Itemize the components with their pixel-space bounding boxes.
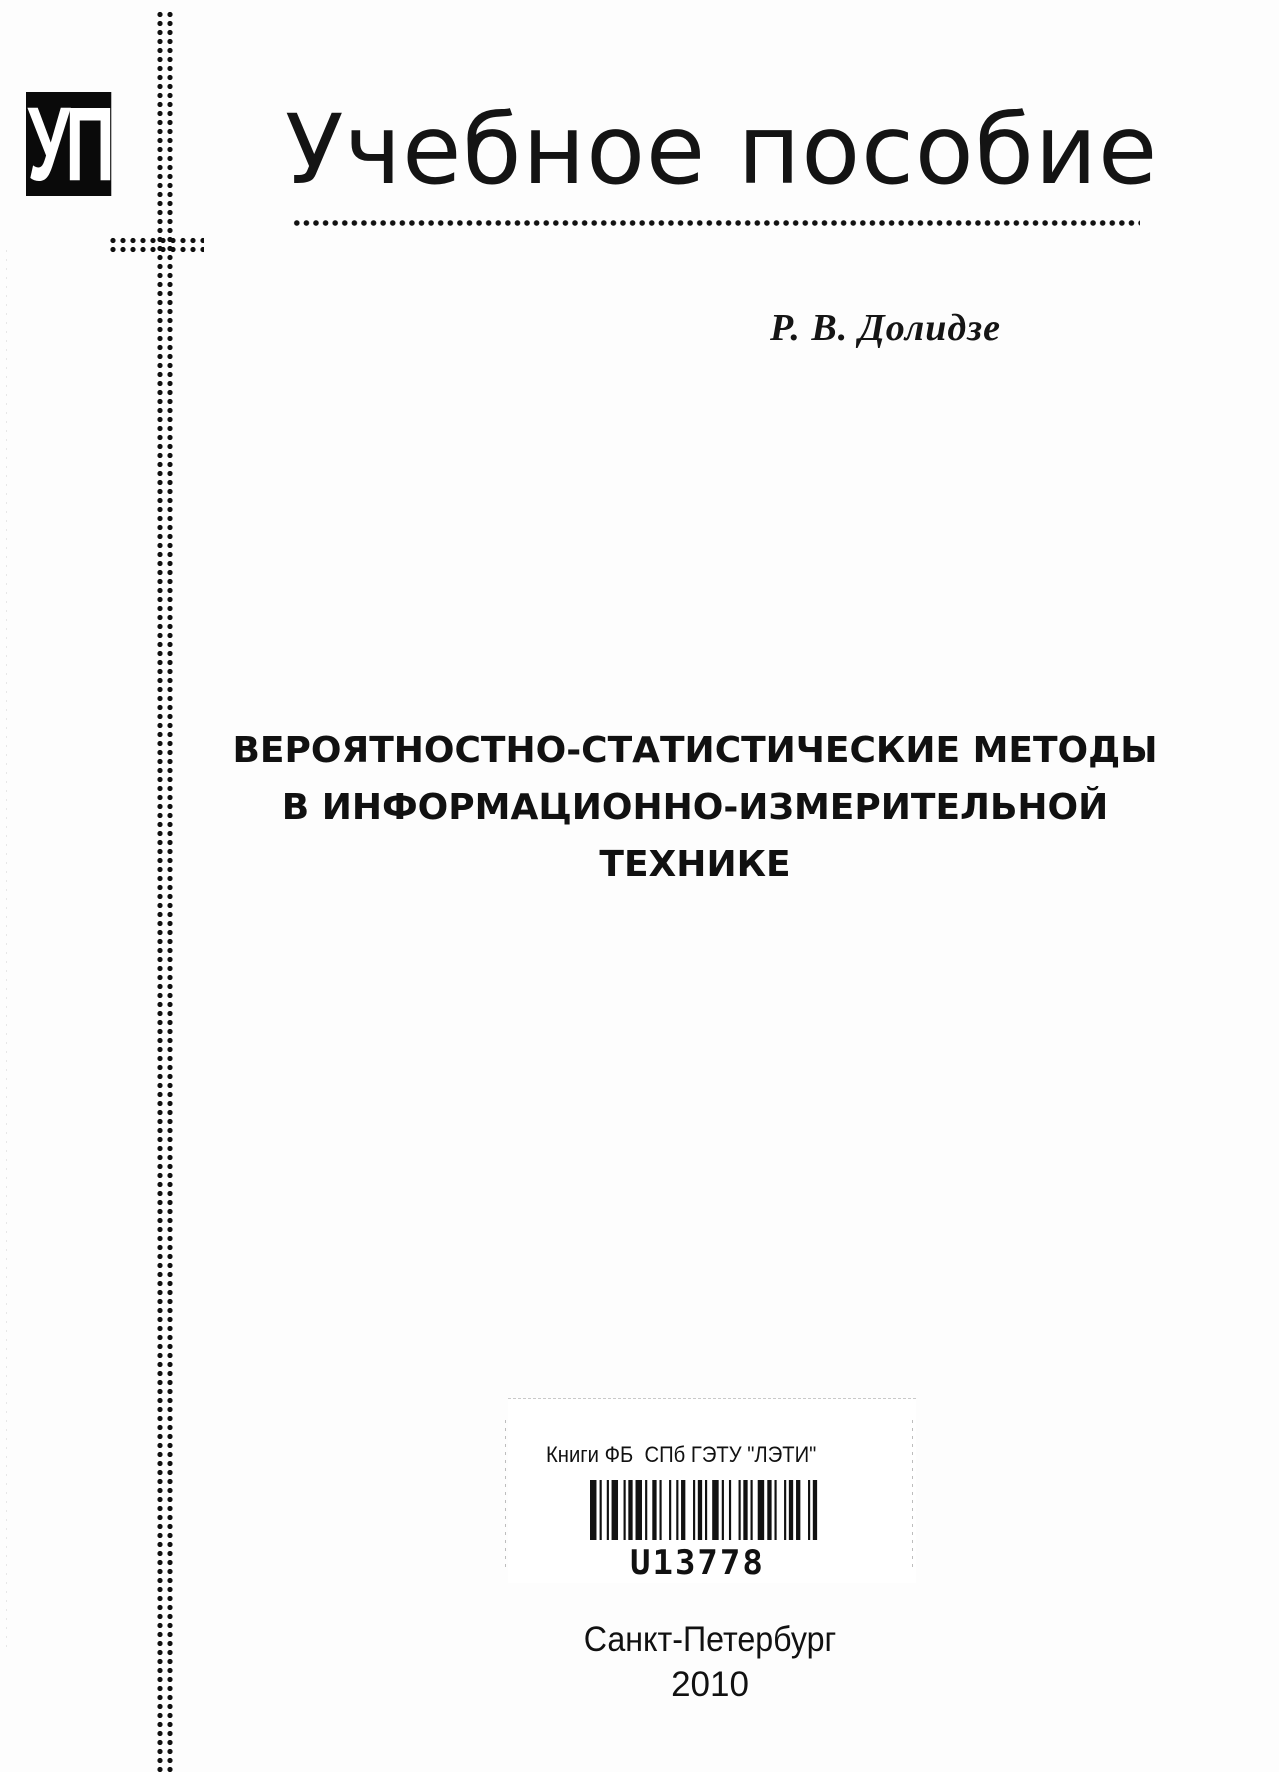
book-title-line-1: ВЕРОЯТНОСТНО-СТАТИСТИЧЕСКИЕ МЕТОДЫ: [232, 730, 1158, 771]
barcode-bar: [645, 1480, 647, 1540]
barcode-bar: [784, 1480, 786, 1540]
barcode-bar: [659, 1480, 661, 1540]
dotted-vertical-rule: [155, 10, 175, 1772]
barcode-bar: [751, 1480, 753, 1540]
barcode-bar: [669, 1480, 671, 1540]
series-title-dotted-underline: [292, 218, 1140, 228]
book-title-line-2: В ИНФОРМАЦИОННО-ИЗМЕРИТЕЛЬНОЙ: [281, 787, 1109, 828]
logo-text: УП: [27, 84, 110, 203]
barcode-bar: [681, 1480, 685, 1540]
dotted-cross-rule: [108, 236, 204, 254]
barcode-icon: [590, 1480, 820, 1540]
barcode-bar: [739, 1480, 741, 1540]
barcode-bar: [705, 1480, 707, 1540]
barcode-bar: [729, 1480, 731, 1540]
barcode-bar: [767, 1480, 771, 1540]
barcode-bar: [612, 1480, 618, 1540]
barcode-bar: [628, 1480, 632, 1540]
publisher-logo: [26, 84, 111, 203]
barcode-bar: [590, 1480, 596, 1540]
sticker-right-edge: [912, 1420, 913, 1570]
barcode-bar: [789, 1480, 793, 1540]
imprint-city: Санкт-Петербург: [583, 1620, 837, 1659]
barcode-bar: [743, 1480, 747, 1540]
barcode-bar: [813, 1480, 817, 1540]
barcode-bar: [808, 1480, 810, 1540]
barcode-bar: [796, 1480, 800, 1540]
library-sticker-label: Книги ФБ СПб ГЭТУ "ЛЭТИ": [546, 1442, 817, 1467]
barcode-bar: [693, 1480, 695, 1540]
barcode-bar: [652, 1480, 656, 1540]
book-title: [220, 722, 1170, 893]
imprint-year: 2010: [671, 1665, 749, 1704]
barcode-bar: [600, 1480, 602, 1540]
barcode-bar: [698, 1480, 702, 1540]
author-name: Р. В. Долидзе: [770, 307, 1001, 349]
barcode-bar: [758, 1480, 764, 1540]
barcode-bar: [712, 1480, 718, 1540]
barcode-bar: [676, 1480, 678, 1540]
barcode-bar: [607, 1480, 609, 1540]
barcode-number: U13778: [630, 1543, 765, 1583]
series-title: Учебное пособие: [285, 94, 1159, 206]
barcode-bar: [636, 1480, 642, 1540]
barcode-bar: [774, 1480, 776, 1540]
barcode-bar: [624, 1480, 626, 1540]
book-title-line-3: ТЕХНИКЕ: [599, 844, 791, 885]
sticker-left-edge: [505, 1420, 506, 1570]
scan-fold-line: [6, 250, 7, 1650]
barcode-bar: [722, 1480, 724, 1540]
